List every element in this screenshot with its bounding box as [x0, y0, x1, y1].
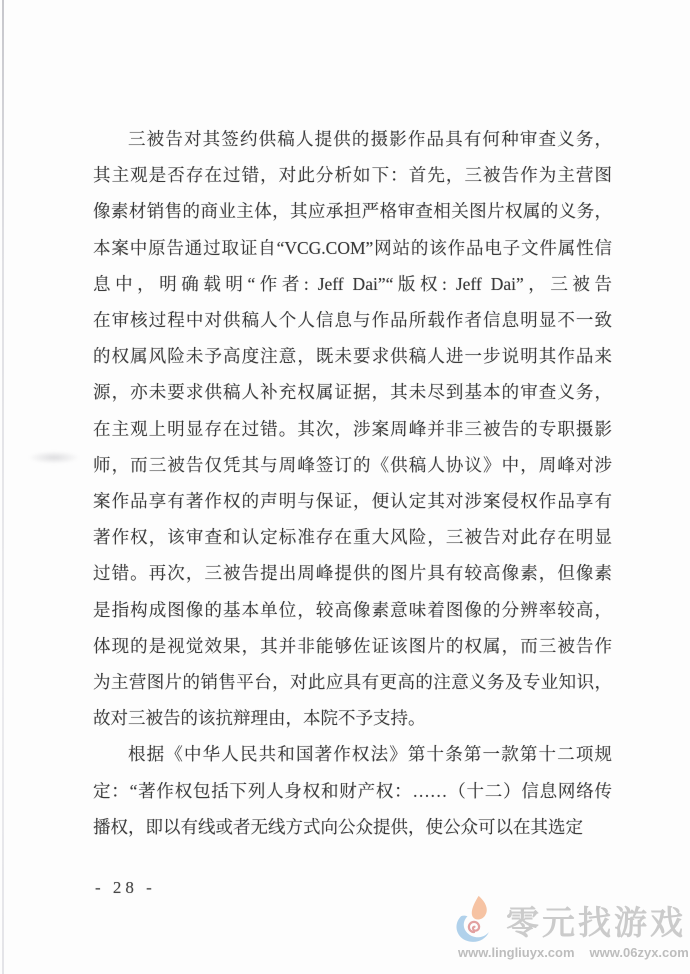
text-line: 故对三被告的该抗辩理由，本院不予支持。	[93, 708, 426, 729]
text-line: 根据《中华人民共和国著作权法》第十条第一款第十二项规	[128, 744, 612, 765]
text-line: 过错。再次，三被告提出周峰提供的图片具有较高像素，但像素	[93, 563, 612, 584]
text-line: 息中，明确载明“作者: Jeff Dai”“版权: Jeff Dai”，三被告	[93, 273, 612, 294]
watermark-url-left: www.lingliuyx.com	[458, 945, 575, 960]
text-line: 为主营图片的销售平台，对此应具有更高的注意义务及专业知识，	[93, 672, 612, 693]
text-line: 播权，即以有线或者无线方式向公众提供，使公众可以在其选定	[93, 816, 583, 837]
scan-artifact	[28, 451, 80, 464]
text-line: 像素材销售的商业主体，其应承担严格审查相关图片权属的义务，	[93, 201, 612, 222]
text-line: 源，亦未要求供稿人补充权属证据，其未尽到基本的审查义务，	[93, 382, 612, 403]
text-line: 在主观上明显存在过错。其次，涉案周峰并非三被告的专职摄影	[93, 418, 612, 439]
text-line: 案作品享有著作权的声明与保证，便认定其对涉案侵权作品享有	[93, 491, 612, 512]
text-line: 著作权，该审查和认定标准存在重大风险，三被告对此存在明显	[93, 527, 612, 548]
text-line: 在审核过程中对供稿人个人信息与作品所载作者信息明显不一致	[93, 310, 612, 331]
watermark-brand-text: 零元找游戏	[506, 903, 686, 941]
text-line: 体现的是视觉效果，其并非能够佐证该图片的权属，而三被告作	[93, 635, 612, 656]
text-line: 本案中原告通过取证自“VCG.COM”网站的该作品电子文件属性信	[93, 237, 612, 258]
text-line: 的权属风险未予高度注意，既未要求供稿人进一步说明其作品来	[93, 346, 612, 367]
watermark	[446, 894, 688, 960]
swirl-flame-logo-icon	[446, 894, 502, 946]
text-line: 其主观是否存在过错，对此分析如下：首先，三被告作为主营图	[93, 165, 612, 186]
page-number: - 28 -	[95, 878, 156, 897]
watermark-brand-row	[446, 894, 688, 946]
watermark-urls	[446, 945, 688, 960]
text-line: 定：“著作权包括下列人身权和财产权：……（十二）信息网络传	[93, 780, 612, 801]
scan-edge-line	[2, 0, 4, 974]
watermark-url-right: www.06zyx.com	[589, 945, 689, 960]
document-body	[93, 121, 612, 845]
text-line: 三被告对其签约供稿人提供的摄影作品具有何种审查义务，	[128, 129, 612, 149]
text-line: 是指构成图像的基本单位，较高像素意味着图像的分辨率较高，	[93, 599, 612, 620]
text-line: 师，而三被告仅凭其与周峰签订的《供稿人协议》中，周峰对涉	[93, 454, 612, 475]
